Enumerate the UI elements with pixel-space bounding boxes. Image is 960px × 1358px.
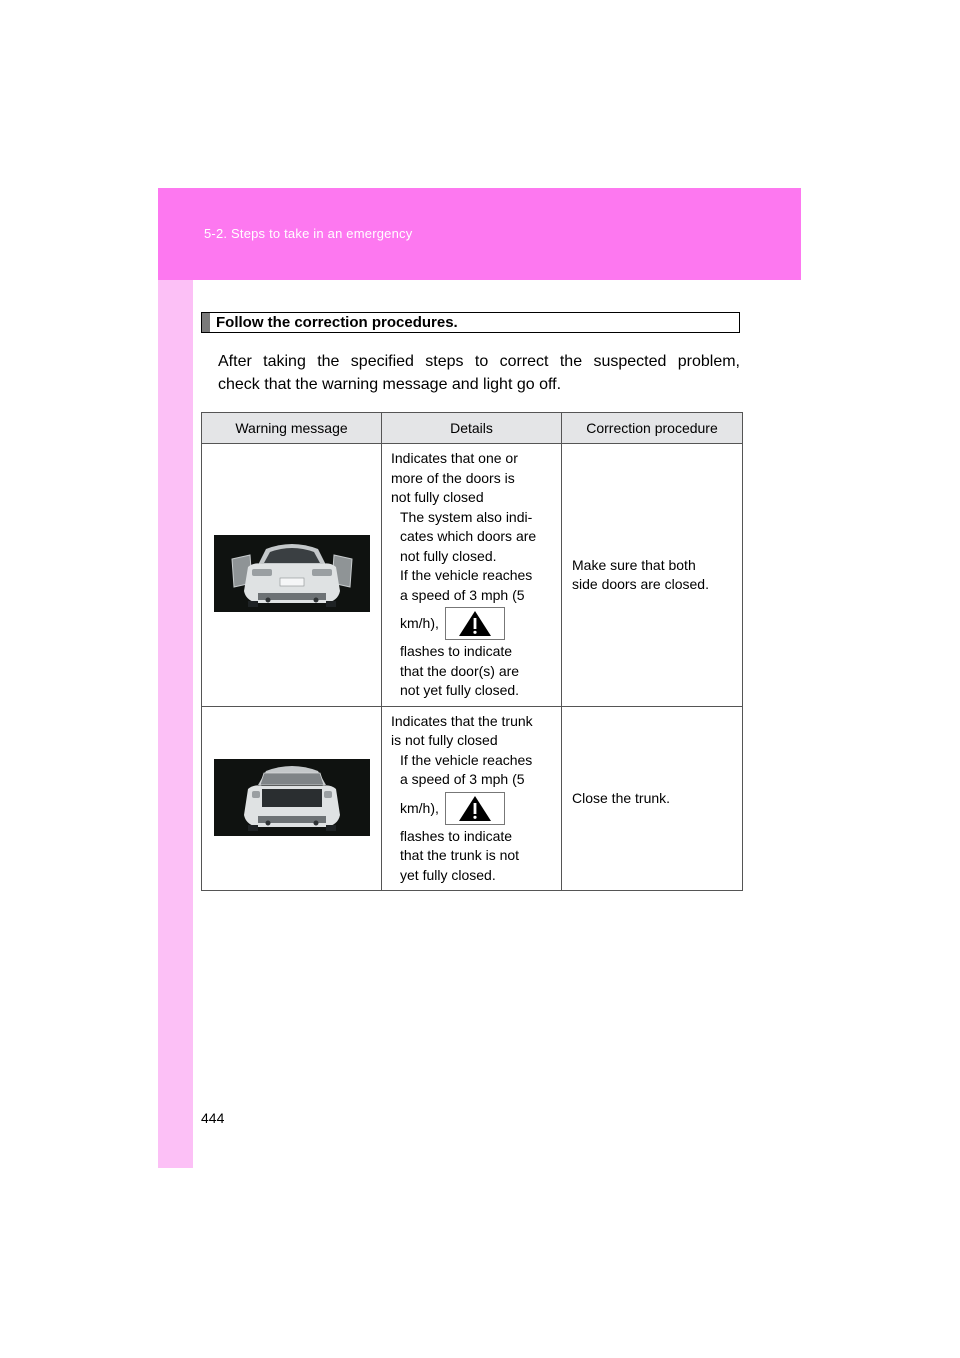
header-warning-message: Warning message bbox=[202, 413, 382, 444]
details-tail-line: that the door(s) are bbox=[400, 662, 520, 679]
header-details: Details bbox=[382, 413, 562, 444]
correction-cell bbox=[562, 707, 743, 891]
master-warning-icon bbox=[445, 607, 505, 640]
section-heading bbox=[201, 312, 740, 333]
correction-cell bbox=[562, 444, 743, 707]
section-heading-text: Follow the correction procedures. bbox=[216, 314, 458, 331]
details-main-line: is not fully closed bbox=[391, 732, 498, 749]
intro-line-1: After taking the specified steps to correct the suspected problem, bbox=[218, 353, 740, 370]
details-sub-line: cates which doors are bbox=[400, 528, 537, 545]
details-inline-text: km/h), bbox=[400, 799, 439, 816]
master-warning-icon bbox=[445, 792, 505, 825]
details-tail-line: flashes to indicate bbox=[400, 643, 513, 660]
correction-line: side doors are closed. bbox=[572, 576, 709, 592]
car-rear-trunk-open-icon bbox=[214, 759, 370, 836]
heading-marker bbox=[202, 313, 210, 332]
details-inline-row bbox=[391, 792, 553, 825]
details-main-line: more of the doors is bbox=[391, 469, 515, 486]
intro-paragraph bbox=[218, 350, 740, 396]
car-rear-doors-open-icon bbox=[214, 535, 370, 612]
details-tail-line: flashes to indicate bbox=[400, 827, 513, 844]
details-sub-line: a speed of 3 mph (5 bbox=[400, 771, 525, 788]
details-main-line: not fully closed bbox=[391, 489, 484, 506]
details-cell bbox=[382, 444, 562, 707]
details-main-line: Indicates that the trunk bbox=[391, 712, 533, 729]
details-tail-line: that the trunk is not bbox=[400, 847, 520, 864]
table-row bbox=[202, 444, 743, 707]
warning-table bbox=[201, 412, 743, 891]
side-tab-band bbox=[158, 188, 193, 1168]
table-header-row bbox=[202, 413, 743, 444]
details-sub-line: a speed of 3 mph (5 bbox=[400, 586, 525, 603]
header-correction-procedure: Correction procedure bbox=[562, 413, 743, 444]
intro-line-2: check that the warning message and light go off. bbox=[218, 376, 562, 393]
details-tail-line: not yet fully closed. bbox=[400, 682, 520, 699]
table-row bbox=[202, 707, 743, 891]
details-cell bbox=[382, 707, 562, 891]
correction-line: Make sure that both bbox=[572, 556, 696, 573]
details-sub-line: If the vehicle reaches bbox=[400, 751, 533, 768]
warning-image-cell bbox=[202, 707, 382, 891]
details-inline-row bbox=[391, 607, 553, 640]
details-sub-line: The system also indi- bbox=[400, 508, 533, 525]
warning-image-cell bbox=[202, 444, 382, 707]
correction-line: Close the trunk. bbox=[572, 789, 671, 806]
details-inline-text: km/h), bbox=[400, 615, 439, 631]
page-number: 444 bbox=[201, 1110, 225, 1126]
details-tail-line: yet fully closed. bbox=[400, 866, 496, 883]
details-main-line: Indicates that one or bbox=[391, 450, 518, 467]
details-sub-line: not fully closed. bbox=[400, 547, 497, 564]
details-sub-line: If the vehicle reaches bbox=[400, 567, 533, 584]
breadcrumb: 5-2. Steps to take in an emergency bbox=[204, 226, 413, 241]
